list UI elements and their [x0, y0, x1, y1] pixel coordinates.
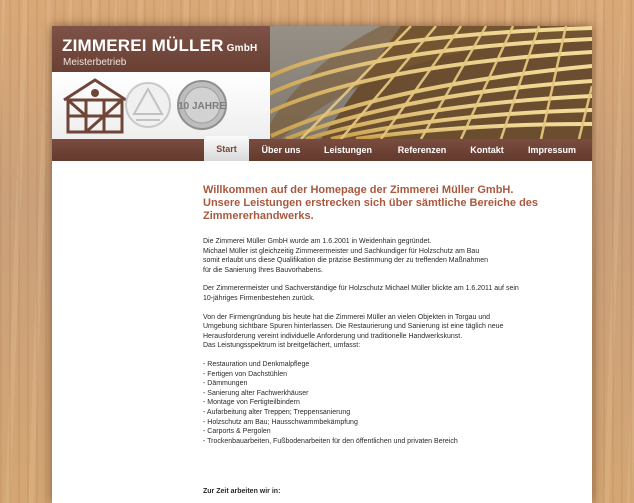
welcome-heading	[203, 184, 579, 223]
text-line: Die Zimmerei Müller GmbH wurde am 1.6.2001 in Weidenhain gegründet.	[203, 238, 432, 245]
list-item: - Dämmungen	[203, 380, 248, 388]
list-item: - Fertigen von Dachstühlen	[203, 370, 288, 378]
text-line: Das Leistungsspektrum ist breitgefächert, umfasst:	[203, 342, 361, 350]
nav-item-leistungen[interactable]: Leistungen	[323, 145, 372, 155]
current-projects-heading: Zur Zeit arbeiten wir in:	[203, 488, 281, 495]
text-line: 10-jähriges Firmenbestehen zurück.	[203, 294, 315, 302]
text-line: somit erlaubt uns diese Qualifikation die präzise Bestimmung der zu treffenden Maßnahmen	[203, 257, 489, 265]
list-item: - Montage von Fertigteilbindern	[203, 399, 300, 407]
company-name[interactable]	[62, 36, 257, 56]
seal-text: 10 JAHRE	[178, 101, 226, 112]
brand-bar	[52, 26, 270, 72]
list-item: - Restauration und Denkmalpflege	[203, 360, 310, 368]
list-item: - Aufarbeitung alter Treppen; Treppensanierung	[203, 408, 351, 416]
text-line: Der Zimmerermeister und Sachverständige für Holzschutz Michael Müller blickte am 1.6.2011 auf sein	[203, 285, 519, 293]
company-subtitle: Meisterbetrieb	[63, 57, 127, 68]
text-line: Michael Müller ist gleichzeitig Zimmerermeister und Sachkundiger für Holzschutz am Bau	[203, 247, 480, 255]
nav-item-ueber-uns[interactable]: Über uns	[261, 145, 301, 155]
services-list	[203, 360, 579, 446]
list-item: - Holzschutz am Bau; Hausschwammbekämpfung	[203, 418, 358, 426]
nav-item-impressum[interactable]: Impressum	[527, 145, 577, 155]
anniversary-paragraph	[203, 284, 579, 303]
guild-emblem	[126, 83, 170, 127]
half-timbered-house-logo	[64, 80, 126, 132]
history-paragraph	[203, 313, 579, 351]
nav-item-referenzen[interactable]: Referenzen	[397, 145, 447, 155]
nav-item-kontakt[interactable]: Kontakt	[470, 145, 504, 155]
intro-paragraph	[203, 237, 579, 275]
logo-graphics	[52, 72, 270, 139]
roof-battens-image	[261, 26, 592, 139]
page-container	[52, 26, 592, 503]
company-suffix: GmbH	[226, 43, 258, 54]
nav-item-start[interactable]: Start	[204, 136, 249, 161]
main-nav	[52, 139, 592, 161]
welcome-line-2: Unsere Leistungen erstrecken sich über sämtliche Bereiche des	[203, 197, 539, 209]
site-header	[52, 26, 592, 139]
list-item: - Carports & Pergolen	[203, 428, 271, 436]
list-item: - Sanierung alter Fachwerkhäuser	[203, 389, 309, 397]
text-line: Umgebung sichtbare Spuren hinterlassen. Die Restaurierung und Sanierung ist eine täglich neue	[203, 323, 504, 331]
text-line: für die Sanierung Ihres Bauvorhabens.	[203, 266, 323, 274]
text-line: Herausforderung vereint individuelle Anforderung und traditionelle Handwerkskunst.	[203, 332, 463, 340]
text-line: Von der Firmengründung bis heute hat die Zimmerei Müller an vielen Objekten in Torgau und	[203, 313, 491, 321]
house-emblem	[91, 89, 99, 97]
main-content	[203, 184, 579, 446]
logo-area	[52, 72, 270, 139]
list-item: - Trockenbauarbeiten, Fußbodenarbeiten für den öffentlichen und privaten Bereich	[203, 437, 458, 445]
welcome-line-3: Zimmererhandwerks.	[203, 210, 314, 222]
header-photo-roof-battens	[261, 26, 592, 139]
welcome-line-1: Willkommen auf der Homepage der Zimmerei Müller GmbH.	[203, 184, 514, 196]
anniversary-seal-badge	[178, 81, 226, 129]
company-name-text: ZIMMEREI MÜLLER	[62, 36, 224, 55]
